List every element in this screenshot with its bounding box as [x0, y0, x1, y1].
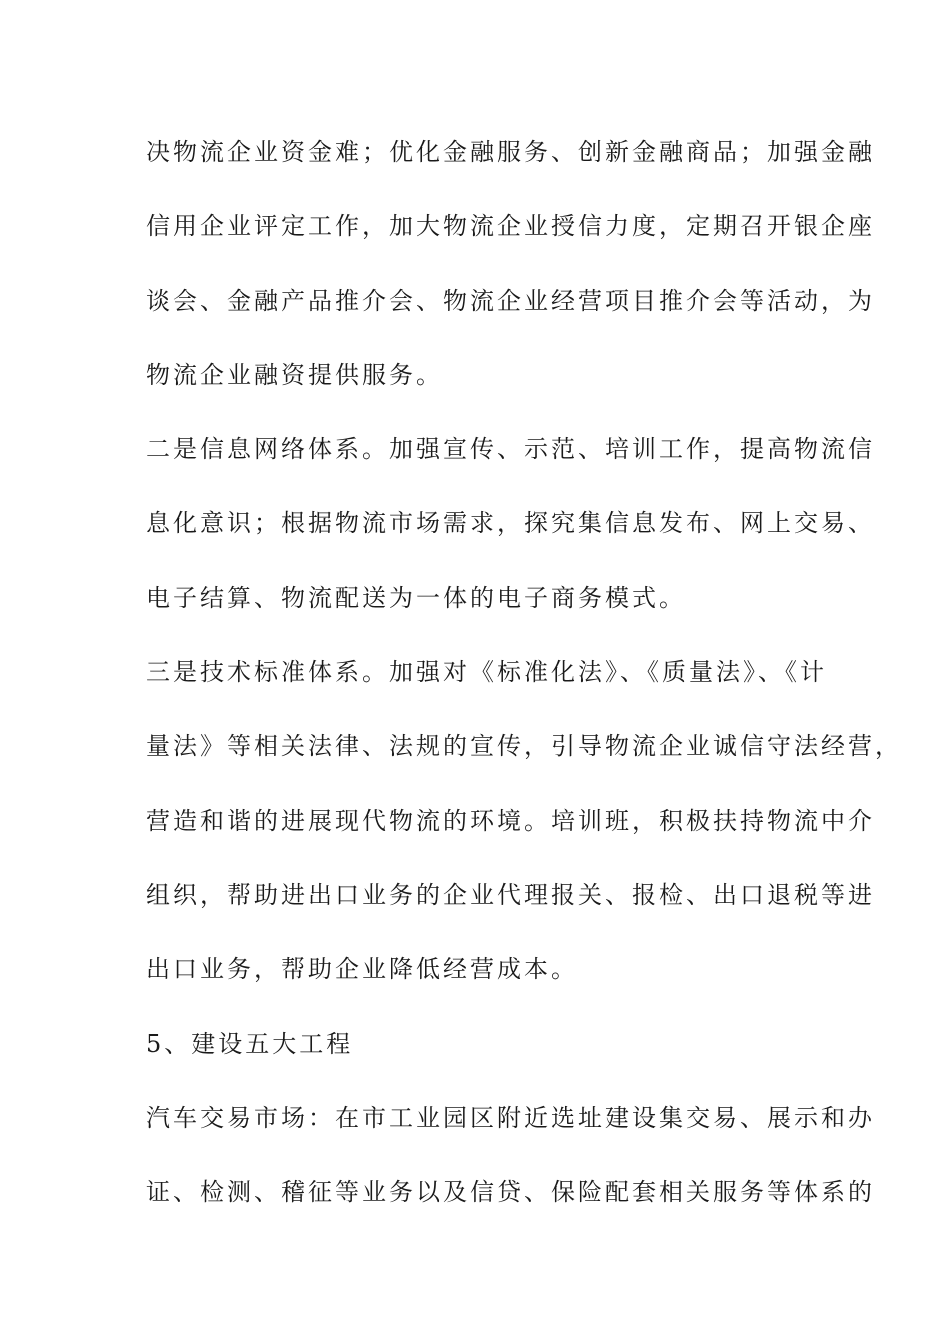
text-line: 决物流企业资金难；优化金融服务、创新金融商品；加强金融 [146, 138, 875, 166]
text-line: 出口业务，帮助企业降低经营成本。 [146, 955, 578, 984]
text-line: 谈会、金融产品推介会、物流企业经营项目推介会等活动，为 [146, 286, 875, 315]
text-line: 汽车交易市场：在市工业园区附近选址建设集交易、展示和办 [146, 1103, 875, 1132]
document-body [146, 132, 902, 1246]
text-line: 组织，帮助进出口业务的企业代理报关、报检、出口退税等进 [146, 880, 875, 909]
text-line: 电子结算、物流配送为一体的电子商务模式。 [146, 583, 686, 612]
text-line: 物流企业融资提供服务。 [146, 360, 443, 389]
text-line: 证、检测、稽征等业务以及信贷、保险配套相关服务等体系的 [146, 1178, 875, 1207]
section-heading: 5、建设五大工程 [146, 1029, 354, 1058]
text-line: 三是技术标准体系。加强对《标准化法》、《质量法》、《计 [146, 658, 827, 687]
text-line: 息化意识；根据物流市场需求，探究集信息发布、网上交易、 [146, 509, 875, 538]
text-line: 信用企业评定工作，加大物流企业授信力度，定期召开银企座 [146, 212, 875, 241]
text-line: 营造和谐的进展现代物流的环境。培训班，积极扶持物流中介 [146, 806, 875, 835]
text-line: 量法》等相关法律、法规的宣传，引导物流企业诚信守法经营， [146, 732, 902, 761]
text-line: 二是信息网络体系。加强宣传、示范、培训工作，提高物流信 [146, 435, 875, 464]
